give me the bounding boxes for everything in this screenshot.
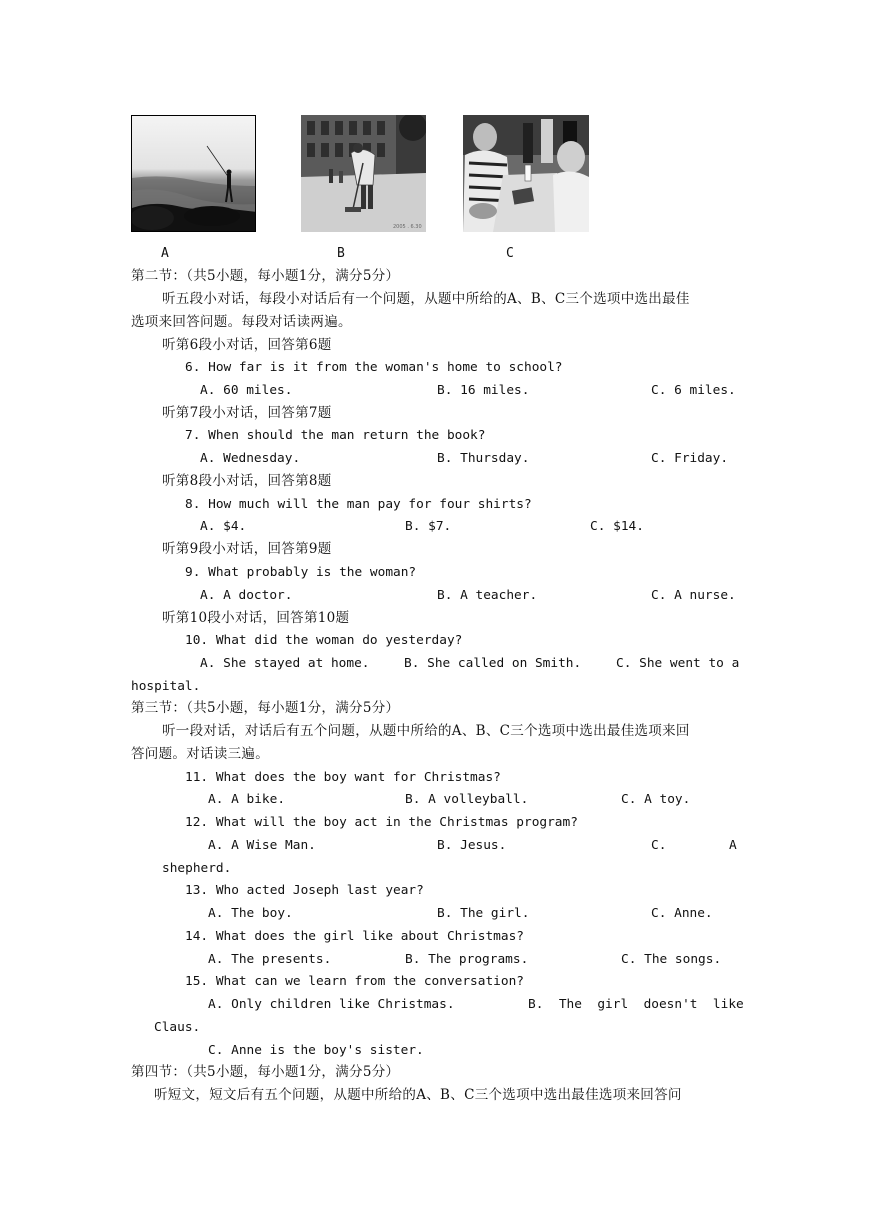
q15-option-b[interactable]: B. The girl doesn't like	[528, 997, 744, 1012]
section3-heading: 第三节：（共5小题，每小题1分，满分5分）	[131, 700, 400, 716]
q10-option-b[interactable]: B. She called on Smith.	[404, 656, 582, 671]
picture-b-sweeping	[301, 115, 426, 232]
q12-option-c-word[interactable]: A	[729, 838, 737, 853]
q15-option-b-continued: Claus.	[154, 1020, 201, 1035]
section2-instruction-line1: 听五段小对话，每段小对话后有一个问题，从题中所给的A、B、C三个选项中选出最佳	[162, 291, 690, 307]
q6-question: 6. How far is it from the woman's home to school?	[185, 360, 563, 375]
section4-heading: 第四节：（共5小题，每小题1分，满分5分）	[131, 1064, 400, 1080]
q8-intro: 听第8段小对话，回答第8题	[162, 473, 332, 489]
section3-instruction-line1: 听一段对话，对话后有五个问题，从题中所给的A、B、C三个选项中选出最佳选项来回	[162, 723, 690, 739]
q9-option-b[interactable]: B. A teacher.	[437, 588, 538, 603]
picture-a-fishing	[131, 115, 256, 232]
q10-intro: 听第10段小对话，回答第10题	[162, 610, 350, 626]
q9-option-a[interactable]: A. A doctor.	[200, 588, 293, 603]
q13-option-b[interactable]: B. The girl.	[437, 906, 530, 921]
q12-question: 12. What will the boy act in the Christmas program?	[185, 815, 578, 830]
q7-question: 7. When should the man return the book?	[185, 428, 486, 443]
q8-question: 8. How much will the man pay for four shirts?	[185, 497, 532, 512]
q8-option-c[interactable]: C. $14.	[590, 519, 644, 534]
sweeping-scene-image	[301, 115, 426, 232]
elderly-men-scene-image	[463, 115, 589, 232]
q11-option-b[interactable]: B. A volleyball.	[405, 792, 529, 807]
section2-instruction-line2: 选项来回答问题。每段对话读两遍。	[131, 314, 352, 330]
q12-option-b[interactable]: B. Jesus.	[437, 838, 507, 853]
q14-option-a[interactable]: A. The presents.	[208, 952, 332, 967]
q8-option-b[interactable]: B. $7.	[405, 519, 452, 534]
q12-option-a[interactable]: A. A Wise Man.	[208, 838, 316, 853]
q14-option-b[interactable]: B. The programs.	[405, 952, 529, 967]
q15-option-c[interactable]: C. Anne is the boy's sister.	[208, 1043, 424, 1058]
q14-option-c[interactable]: C. The songs.	[621, 952, 722, 967]
q12-option-c-label[interactable]: C.	[651, 838, 667, 853]
q6-option-a[interactable]: A. 60 miles.	[200, 383, 293, 398]
q7-option-a[interactable]: A. Wednesday.	[200, 451, 301, 466]
picture-c-elderly-men	[463, 115, 589, 232]
q10-option-a[interactable]: A. She stayed at home.	[200, 656, 370, 671]
q6-intro: 听第6段小对话，回答第6题	[162, 337, 332, 353]
q10-option-c[interactable]: C. She went to a	[616, 656, 740, 671]
q12-option-c-continued: shepherd.	[162, 861, 232, 876]
q15-question: 15. What can we learn from the conversation?	[185, 974, 524, 989]
q6-option-b[interactable]: B. 16 miles.	[437, 383, 530, 398]
picture-c-caption: C	[506, 246, 514, 261]
q14-question: 14. What does the girl like about Christmas?	[185, 929, 524, 944]
svg-text:2005 . 6.30: 2005 . 6.30	[393, 224, 422, 230]
q15-option-a[interactable]: A. Only children like Christmas.	[208, 997, 455, 1012]
picture-b-caption: B	[337, 246, 345, 261]
q11-question: 11. What does the boy want for Christmas?	[185, 770, 501, 785]
q11-option-a[interactable]: A. A bike.	[208, 792, 286, 807]
q11-option-c[interactable]: C. A toy.	[621, 792, 691, 807]
q8-option-a[interactable]: A. $4.	[200, 519, 247, 534]
section4-instruction-line1: 听短文，短文后有五个问题，从题中所给的A、B、C三个选项中选出最佳选项来回答问	[154, 1087, 682, 1103]
q10-question: 10. What did the woman do yesterday?	[185, 633, 463, 648]
q7-intro: 听第7段小对话，回答第7题	[162, 405, 332, 421]
fishing-scene-image	[132, 116, 256, 232]
q13-question: 13. Who acted Joseph last year?	[185, 883, 424, 898]
q13-option-c[interactable]: C. Anne.	[651, 906, 713, 921]
q13-option-a[interactable]: A. The boy.	[208, 906, 293, 921]
q10-option-c-continued: hospital.	[131, 679, 201, 694]
q9-intro: 听第9段小对话，回答第9题	[162, 541, 332, 557]
q7-option-b[interactable]: B. Thursday.	[437, 451, 530, 466]
section2-heading: 第二节：（共5小题，每小题1分，满分5分）	[131, 268, 400, 284]
section3-instruction-line2: 答问题。对话读三遍。	[131, 746, 269, 762]
q9-question: 9. What probably is the woman?	[185, 565, 417, 580]
picture-a-caption: A	[161, 246, 169, 261]
q7-option-c[interactable]: C. Friday.	[651, 451, 729, 466]
q6-option-c[interactable]: C. 6 miles.	[651, 383, 736, 398]
q9-option-c[interactable]: C. A nurse.	[651, 588, 736, 603]
